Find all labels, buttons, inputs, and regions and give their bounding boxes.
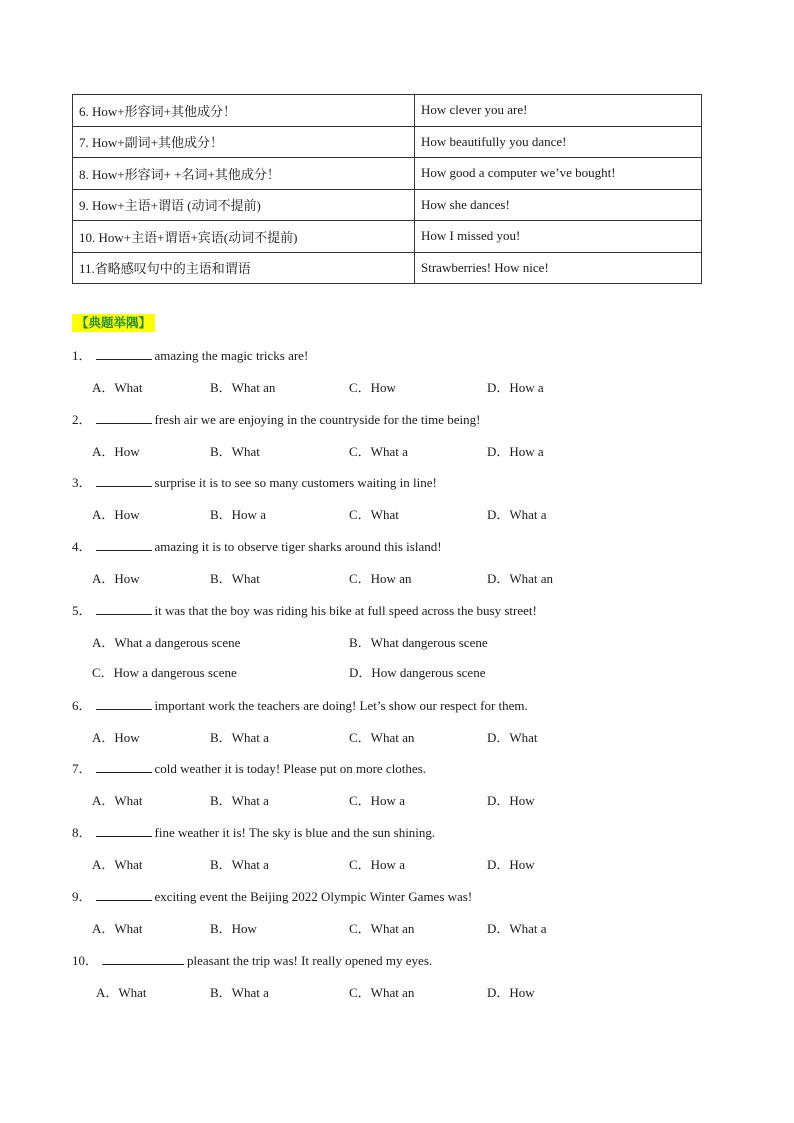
option-d[interactable]: D．How bbox=[487, 793, 535, 809]
option-row bbox=[92, 378, 712, 398]
answer-blank[interactable] bbox=[96, 887, 152, 901]
option-row bbox=[92, 919, 712, 939]
option-b[interactable]: B．What bbox=[210, 571, 260, 587]
option-a[interactable]: A．How bbox=[92, 507, 140, 523]
option-c[interactable]: C．How an bbox=[349, 571, 412, 587]
question-text: amazing it is to observe tiger sharks around this island! bbox=[154, 539, 442, 555]
option-a[interactable]: A．How bbox=[92, 443, 140, 459]
question-stem bbox=[72, 346, 308, 366]
example-cell: How clever you are! bbox=[415, 95, 702, 127]
option-b[interactable]: B．What a bbox=[210, 857, 269, 873]
option-c[interactable]: C．What a bbox=[349, 443, 408, 459]
answer-blank[interactable] bbox=[96, 696, 152, 710]
question-number: 5． bbox=[72, 602, 92, 618]
question-number: 6． bbox=[72, 697, 92, 713]
option-d[interactable]: D．How bbox=[487, 984, 535, 1000]
question-text: fine weather it is! The sky is blue and the sun shining. bbox=[154, 825, 436, 841]
example-cell: How I missed you! bbox=[415, 221, 702, 253]
question-stem bbox=[72, 473, 437, 493]
question-text: fresh air we are enjoying in the countryside for the time being! bbox=[154, 411, 481, 427]
answer-blank[interactable] bbox=[96, 410, 152, 424]
option-b[interactable]: B．What an bbox=[210, 380, 276, 395]
option-row bbox=[92, 728, 712, 748]
question-list bbox=[72, 346, 712, 1014]
question-text: it was that the boy was riding his bike at full speed across the busy street! bbox=[154, 602, 537, 618]
option-a[interactable]: A．What bbox=[96, 984, 147, 1000]
question-stem bbox=[72, 759, 426, 779]
option-c[interactable]: C．How a dangerous scene bbox=[92, 664, 237, 680]
option-b[interactable]: B．What bbox=[210, 443, 260, 459]
option-row bbox=[92, 569, 712, 589]
question-text: cold weather it is today! Please put on more clothes. bbox=[154, 761, 426, 777]
table-row bbox=[73, 252, 702, 284]
question-item bbox=[72, 951, 712, 1015]
question-text: surprise it is to see so many customers waiting in line! bbox=[154, 475, 437, 491]
question-text: important work the teachers are doing! Let’s show our respect for them. bbox=[154, 697, 528, 713]
question-item bbox=[72, 887, 712, 951]
pattern-cell: 11.省略感叹句中的主语和谓语 bbox=[73, 252, 415, 284]
answer-blank[interactable] bbox=[96, 473, 152, 487]
question-number: 1． bbox=[72, 348, 92, 363]
option-row bbox=[92, 855, 712, 875]
answer-blank[interactable] bbox=[96, 759, 152, 773]
example-cell: How she dances! bbox=[415, 189, 702, 221]
option-d[interactable]: D．How a bbox=[487, 443, 544, 459]
pattern-cell: 6. How+形容词+其他成分！ bbox=[73, 95, 415, 127]
option-b[interactable]: B．How a bbox=[210, 507, 266, 523]
answer-blank[interactable] bbox=[96, 537, 152, 551]
answer-blank[interactable] bbox=[96, 823, 152, 837]
question-item bbox=[72, 537, 712, 601]
option-c[interactable]: C．What an bbox=[349, 729, 415, 745]
question-stem bbox=[72, 537, 442, 557]
question-stem bbox=[72, 601, 537, 621]
question-item bbox=[72, 473, 712, 537]
option-d[interactable]: D．What a bbox=[487, 920, 547, 936]
question-number: 3． bbox=[72, 475, 92, 491]
question-item bbox=[72, 601, 712, 696]
option-c[interactable]: C．How a bbox=[349, 857, 405, 873]
pattern-cell: 7. How+副词+其他成分！ bbox=[73, 126, 415, 158]
table-row bbox=[73, 189, 702, 221]
question-text: exciting event the Beijing 2022 Olympic Winter Games was! bbox=[154, 888, 473, 904]
question-stem bbox=[72, 696, 528, 716]
option-b[interactable]: B．What a bbox=[210, 984, 269, 1000]
question-stem bbox=[72, 410, 481, 430]
option-d[interactable]: D．How dangerous scene bbox=[349, 664, 486, 680]
question-stem bbox=[72, 887, 472, 907]
option-c[interactable]: C．What an bbox=[349, 984, 415, 1000]
option-row bbox=[92, 442, 712, 462]
question-item bbox=[72, 696, 712, 760]
question-item bbox=[72, 759, 712, 823]
option-c[interactable]: C．How bbox=[349, 380, 396, 395]
option-a[interactable]: A．What bbox=[92, 857, 143, 873]
question-text: pleasant the trip was! It really opened my eyes. bbox=[187, 952, 433, 968]
question-item bbox=[72, 410, 712, 474]
pattern-cell: 10. How+主语+谓语+宾语(动词不提前) bbox=[73, 221, 415, 253]
question-stem bbox=[72, 823, 435, 843]
option-d[interactable]: D．What an bbox=[487, 571, 554, 587]
grammar-rules-table bbox=[72, 94, 702, 284]
question-text: amazing the magic tricks are! bbox=[154, 348, 309, 363]
question-stem bbox=[72, 951, 432, 971]
option-a[interactable]: A．How bbox=[92, 729, 140, 745]
example-cell: How beautifully you dance! bbox=[415, 126, 702, 158]
option-a[interactable]: A．What bbox=[92, 920, 143, 936]
example-cell: How good a computer we’ve bought! bbox=[415, 158, 702, 190]
option-b[interactable]: B．What a bbox=[210, 729, 269, 745]
table-row bbox=[73, 126, 702, 158]
section-label: 【典题举隅】 bbox=[72, 314, 155, 332]
question-number: 2． bbox=[72, 411, 92, 427]
table-row bbox=[73, 158, 702, 190]
option-d[interactable]: D．How bbox=[487, 857, 535, 873]
option-a[interactable]: A．How bbox=[92, 571, 140, 587]
question-number: 4． bbox=[72, 539, 92, 555]
question-item bbox=[72, 823, 712, 887]
example-cell: Strawberries! How nice! bbox=[415, 252, 702, 284]
pattern-cell: 9. How+主语+谓语 (动词不提前) bbox=[73, 189, 415, 221]
option-b[interactable]: B．What a bbox=[210, 793, 269, 809]
option-row bbox=[92, 505, 712, 525]
option-d[interactable]: D．What a bbox=[487, 507, 547, 523]
question-number: 7． bbox=[72, 761, 92, 777]
question-number: 9． bbox=[72, 888, 92, 904]
option-row bbox=[92, 633, 712, 653]
option-c[interactable]: C．What an bbox=[349, 920, 415, 936]
option-c[interactable]: C．How a bbox=[349, 793, 405, 809]
option-row bbox=[92, 663, 712, 683]
question-number: 8． bbox=[72, 825, 92, 841]
option-row bbox=[92, 791, 712, 811]
table-row bbox=[73, 95, 702, 127]
pattern-cell: 8. How+形容词+ +名词+其他成分！ bbox=[73, 158, 415, 190]
option-a[interactable]: A．What a dangerous scene bbox=[92, 634, 241, 650]
answer-blank[interactable] bbox=[96, 346, 152, 360]
option-a[interactable]: A．What bbox=[92, 380, 143, 395]
option-c[interactable]: C．What bbox=[349, 507, 399, 523]
option-row bbox=[96, 983, 716, 1003]
option-b[interactable]: B．What dangerous scene bbox=[349, 634, 488, 650]
question-item bbox=[72, 346, 712, 410]
question-number: 10． bbox=[72, 952, 99, 968]
option-b[interactable]: B．How bbox=[210, 920, 257, 936]
option-a[interactable]: A．What bbox=[92, 793, 143, 809]
option-d[interactable]: D．What bbox=[487, 729, 538, 745]
option-d[interactable]: D．How a bbox=[487, 380, 544, 395]
answer-blank[interactable] bbox=[102, 951, 184, 965]
answer-blank[interactable] bbox=[96, 601, 152, 615]
table-row bbox=[73, 221, 702, 253]
